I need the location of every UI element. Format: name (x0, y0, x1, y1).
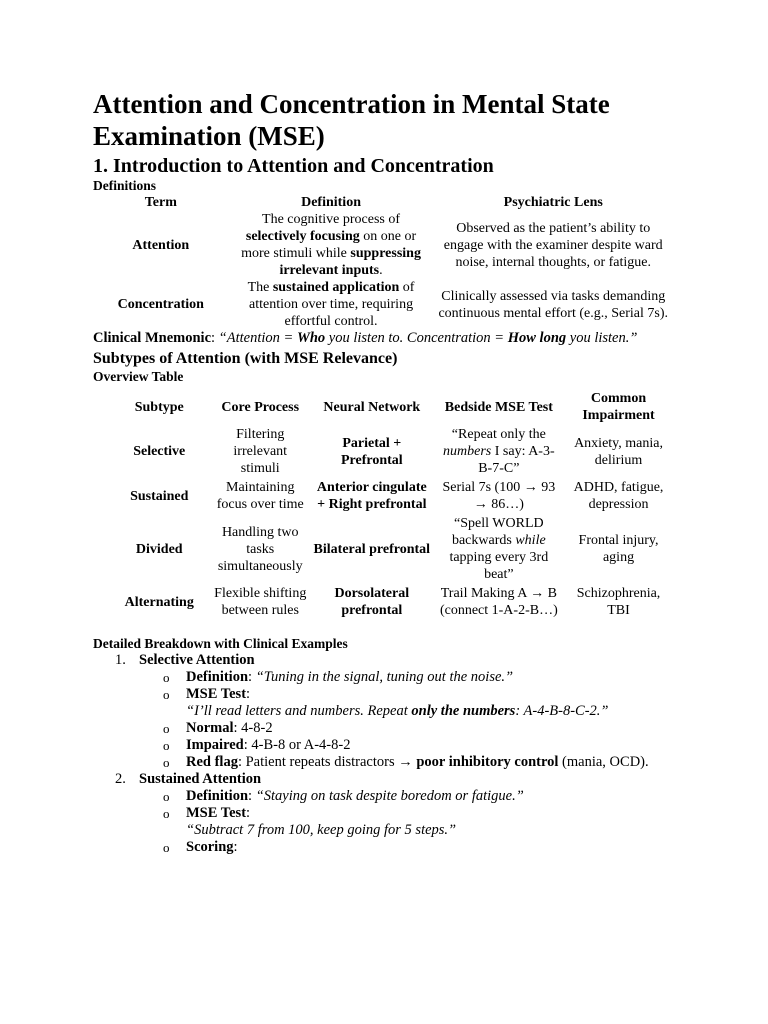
header-subtype: Subtype (134, 399, 184, 415)
sub-list (139, 669, 673, 771)
impairment-cell: Frontal injury, aging (578, 533, 659, 565)
subtype-cell: Divided (135, 541, 183, 557)
subtype-cell: Selective (133, 444, 186, 459)
list-item (139, 669, 673, 686)
network-cell: Parietal + Prefrontal (340, 435, 403, 468)
definition-text: . (379, 263, 383, 278)
colon: : (248, 669, 253, 685)
table-row (108, 584, 673, 620)
definition-label: Definition (186, 669, 249, 685)
header-definition: Definition (301, 195, 361, 210)
header-core-process: Core Process (221, 399, 300, 415)
definition-cell (229, 211, 434, 279)
bullet-icon: o (163, 806, 170, 821)
network-cell: Bilateral prefrontal (313, 541, 431, 557)
impairment-cell: Schizophrenia, TBI (576, 586, 661, 618)
clinical-mnemonic (93, 330, 673, 347)
process-cell: Maintaining focus over time (216, 480, 304, 512)
lens-cell: Clinically assessed via tasks demanding continuous mental effort (e.g., Serial 7s). (438, 288, 668, 321)
red-flag-bold-text: poor inhibitory control (416, 754, 559, 770)
table-row (108, 478, 673, 514)
breakdown-heading: Detailed Breakdown with Clinical Examples (93, 636, 348, 651)
definition-text: of attention over time, requiring effortful control. (249, 280, 415, 329)
subtypes-header-row (108, 389, 673, 425)
test-italic-text: while (515, 533, 546, 548)
list-item (139, 720, 673, 737)
table-row (108, 425, 673, 478)
colon: : (248, 788, 253, 804)
test-cell: Trail Making A → B (connect 1-A-2-B…) (439, 586, 558, 618)
section-heading-subtypes: Subtypes of Attention (with MSE Relevance) (93, 350, 398, 367)
test-text: “I’ll read letters and numbers. Repeat (186, 703, 412, 719)
header-bedside-test: Bedside MSE Test (444, 399, 553, 415)
subtype-cell: Alternating (124, 594, 194, 610)
test-cell (434, 514, 564, 584)
mnemonic-bold-text: How long (507, 330, 567, 346)
network-cell: Anterior cingulate + Right prefrontal (316, 480, 427, 512)
list-item-title: Selective Attention (139, 652, 255, 668)
list-item (139, 805, 673, 839)
bullet-icon: o (163, 738, 170, 753)
red-flag-label: Red flag (186, 754, 238, 770)
impaired-text: : 4-B-8 or A-4-8-2 (243, 737, 351, 753)
definition-text: The cognitive process of (262, 212, 401, 227)
definition-text: on one or more stimuli while (241, 229, 417, 261)
table-row (108, 514, 673, 584)
bullet-icon: o (163, 721, 170, 736)
impaired-label: Impaired (186, 737, 244, 753)
header-psychiatric-lens: Psychiatric Lens (503, 195, 603, 210)
test-bold-text: only the numbers (411, 703, 516, 719)
section-heading-introduction: 1. Introduction to Attention and Concentration (93, 155, 494, 177)
scoring-label: Scoring (186, 839, 234, 855)
bullet-icon: o (163, 687, 170, 702)
mnemonic-bold-text: Who (296, 330, 326, 346)
sub-list (139, 788, 673, 856)
test-text: “Repeat only the (451, 427, 546, 442)
definitions-table (93, 194, 673, 330)
mnemonic-text: you listen to. Concentration = (325, 330, 508, 346)
table-row (93, 279, 673, 330)
term-cell: Attention (132, 237, 190, 253)
overview-table-label: Overview Table (93, 369, 184, 384)
list-item (139, 788, 673, 805)
mnemonic-text: you listen.” (566, 330, 638, 346)
test-text: “Spell WORLD backwards (451, 516, 544, 548)
list-item (93, 652, 673, 771)
list-item-title: Sustained Attention (139, 771, 262, 787)
subtype-cell: Sustained (130, 488, 189, 504)
test-cell (434, 425, 564, 478)
normal-text: : 4-8-2 (233, 720, 273, 736)
bullet-icon: o (163, 755, 170, 770)
definition-cell (229, 279, 434, 330)
header-common-impairment: Common Impairment (582, 391, 655, 423)
definition-text: “Staying on task despite boredom or fatigue.” (255, 788, 524, 804)
list-number: 2. (115, 771, 126, 787)
list-item (139, 737, 673, 754)
definition-bold-text: suppressing irrelevant inputs (279, 246, 421, 278)
bullet-icon: o (163, 670, 170, 685)
red-flag-text: : Patient repeats distractors → (237, 754, 417, 770)
definition-text: “Tuning in the signal, tuning out the noise.” (255, 669, 514, 685)
impairment-cell: ADHD, fatigue, depression (573, 480, 664, 512)
breakdown-list (93, 652, 673, 856)
list-item (139, 839, 673, 856)
mse-test-label: MSE Test (186, 686, 247, 702)
header-term: Term (144, 195, 177, 210)
header-neural-network: Neural Network (323, 399, 421, 415)
definition-bold-text: selectively focusing (245, 229, 360, 244)
subtypes-table (108, 389, 673, 620)
table-row (93, 211, 673, 279)
process-cell: Handling two tasks simultaneously (217, 524, 303, 574)
list-item (93, 771, 673, 856)
definition-text: The (247, 280, 273, 295)
mse-test-text (186, 703, 673, 720)
normal-label: Normal (186, 720, 234, 736)
test-italic-text: numbers (443, 444, 492, 459)
definition-label: Definition (186, 788, 249, 804)
definitions-header-row (93, 194, 673, 211)
list-item (139, 686, 673, 720)
network-cell: Dorsolateral prefrontal (334, 586, 410, 618)
mse-test-text: “Subtract 7 from 100, keep going for 5 steps.” (186, 822, 457, 838)
red-flag-tail: (mania, OCD). (558, 754, 649, 770)
lens-cell: Observed as the patient’s ability to engage with the examiner despite ward noise, internal thoughts, or fatigue. (443, 220, 663, 270)
list-number: 1. (115, 652, 126, 668)
colon: : (233, 839, 238, 855)
mse-test-label: MSE Test (186, 805, 247, 821)
process-cell: Flexible shifting between rules (214, 586, 307, 618)
mnemonic-text: “Attention = (218, 330, 297, 346)
test-cell: Serial 7s (100 → 93 → 86…) (442, 480, 556, 512)
test-text: tapping every 3rd beat” (449, 550, 549, 582)
test-text: : A-4-B-8-C-2.” (515, 703, 609, 719)
impairment-cell: Anxiety, mania, delirium (574, 435, 663, 468)
colon: : (246, 805, 251, 821)
definitions-label: Definitions (93, 178, 157, 193)
bullet-icon: o (163, 789, 170, 804)
term-cell: Concentration (117, 297, 204, 312)
mnemonic-colon: : (211, 330, 219, 346)
mnemonic-label: Clinical Mnemonic (93, 330, 212, 346)
definition-bold-text: sustained application (272, 280, 400, 295)
test-text: I say: A-3-B-7-C” (478, 444, 555, 476)
list-item (139, 754, 673, 771)
document-title: Attention and Concentration in Mental State Examination (MSE) (93, 89, 610, 151)
process-cell: Filtering irrelevant stimuli (233, 427, 288, 476)
document-page (93, 88, 673, 856)
bullet-icon: o (163, 840, 170, 855)
colon: : (246, 686, 251, 702)
